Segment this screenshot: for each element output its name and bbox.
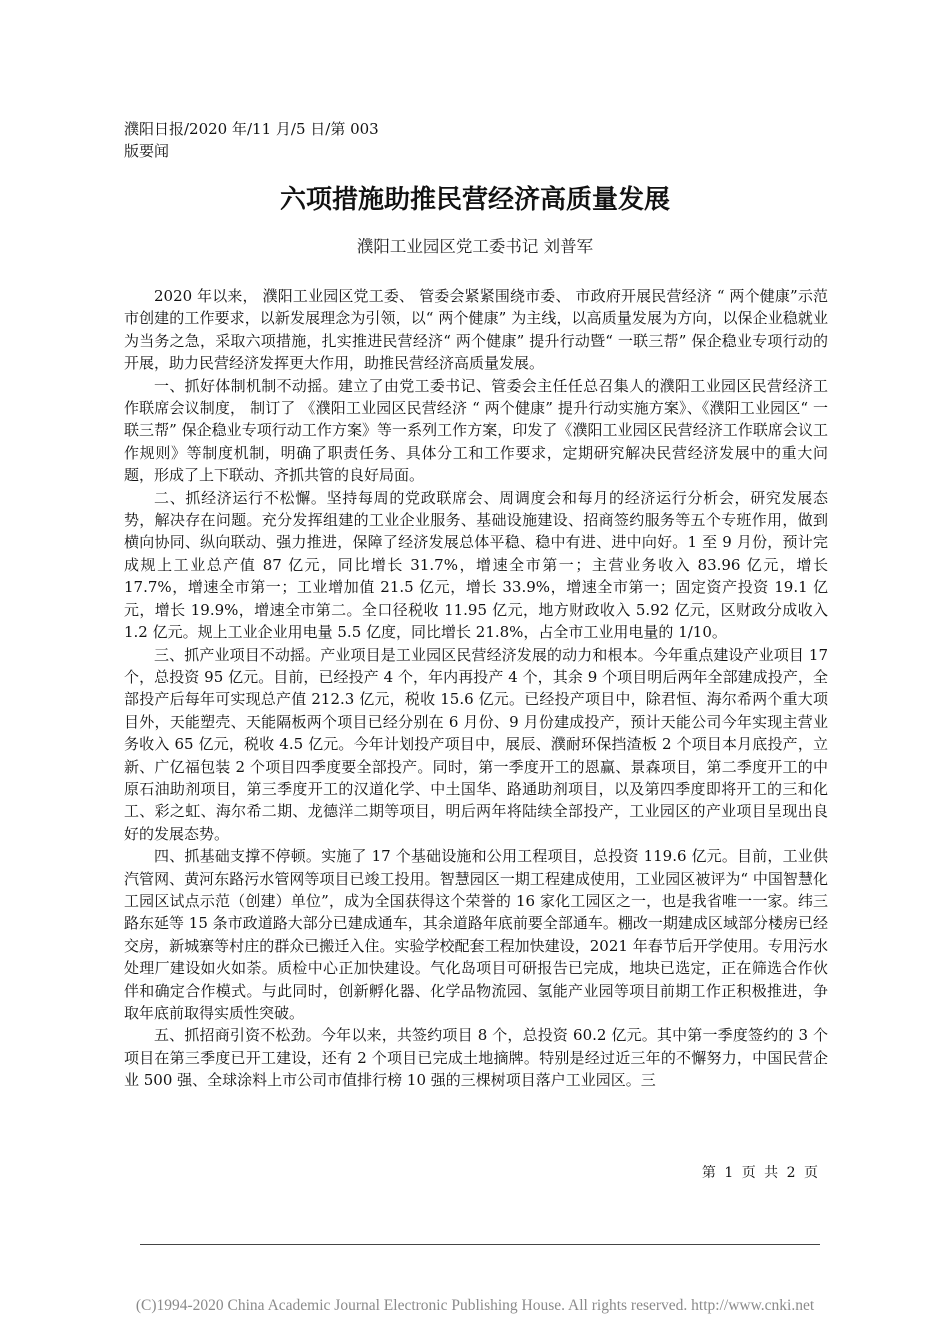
copyright-watermark: (C)1994-2020 China Academic Journal Electronic Publishing House. All rights reserved. http://www.cnki.net — [135, 1297, 815, 1314]
source-line: 濮阳日报/2020 年/11 月/5 日/第 003 — [124, 120, 379, 138]
article-title: 六项措施助推民营经济高质量发展 — [279, 185, 670, 215]
paragraph-1: 一、抓好体制机制不动摇。建立了由党工委书记、管委会主任任总召集人的濮阳工业园区民营经济工作联席会议制度， 制订了 《濮阳工业园区民营经济 “ 两个健康” 提升行动实施方案》、《濮阳工业园区“ 一联三帮” 保企稳业专项行动工作方案》等一系列工作方案，印发了《濮阳工业园区民营经济工作联席会议工作规则》等制度机制，明确了职责任务、具体分工和工作要求，定期研究解决民营经济发展中的重大问题，形成了上下联动、齐抓共管的良好局面。 — [124, 376, 828, 485]
publication-meta — [124, 118, 379, 162]
paragraph-4: 四、抓基础支撑不停顿。实施了 17 个基础设施和公用工程项目，总投资 119.6 亿元。目前，工业供汽管网、黄河东路污水管网等项目已竣工投用。智慧园区一期工程建成使用，工业园区被评为“ 中国智慧化工园区试点示范（创建）单位”，成为全国获得这个荣誉的 16 家化工园区之一，也是我省唯一一家。纬三路东延等 15 条市政道路大部分已建成通车，其余道路年底前要全部通车。棚改一期建成区域部分楼房已经交房，新城寨等村庄的群众已搬迁入住。实验学校配套工程加快建设，2021 年春节后开学使用。专用污水处理厂建设如火如荼。质检中心正加快建设。气化岛项目可研报告已完成，地块已选定，正在筛选合作伙伴和确定合作模式。与此同时，创新孵化器、化学品物流园、氢能产业园等项目前期工作正积极推进，争取年底前取得实质性突破。 — [124, 847, 828, 1022]
article-byline: 濮阳工业园区党工委书记 刘普军 — [356, 237, 594, 256]
footer-divider — [140, 1244, 820, 1245]
paragraph-5: 五、抓招商引资不松劲。今年以来，共签约项目 8 个，总投资 60.2 亿元。其中第一季度签约的 3 个项目在第三季度已开工建设，还有 2 个项目已完成土地摘牌。特别是经过近三年的不懈努力，中国民营企业 500 强、全球涂料上市公司市值排行榜 10 强的三棵树项目落户工业园区。三 — [124, 1026, 828, 1090]
section-line: 版要闻 — [124, 142, 170, 160]
paragraph-3: 三、抓产业项目不动摇。产业项目是工业园区民营经济发展的动力和根本。今年重点建设产业项目 17 个，总投资 95 亿元。目前，已经投产 4 个，年内再投产 4 个，其余 9 个项目明后两年全部建成投产，全部投产后每年可实现总产值 212.3 亿元，税收 15.6 亿元。已经投产项目中，除君恒、海尔希两个重大项目外，天能塑壳、天能隔板两个项目已经分别在 6 月份、9 月份建成投产，预计天能公司今年实现主营业务收入 65 亿元，税收 4.5 亿元。今年计划投产项目中，展辰、濮耐环保挡渣板 2 个项目本月底投产，立新、广亿福包装 2 个项目四季度要全部投产。同时，第一季度开工的恩赢、景森项目，第二季度开工的中原石油助剂项目，第三季度开工的汉道化学、中土国华、路通助剂项目，以及第四季度即将开工的三和化工、彩之虹、海尔希二期、龙德洋二期等项目，明后两年将陆续全部投产，工业园区的产业项目呈现出良好的发展态势。 — [124, 645, 828, 843]
paragraph-2: 二、抓经济运行不松懈。坚持每周的党政联席会、周调度会和每月的经济运行分析会，研究发展态势，解决存在问题。充分发挥组建的工业企业服务、基础设施建设、招商签约服务等五个专班作用，做到横向协同、纵向联动、强力推进，保障了经济发展总体平稳、稳中有进、进中向好。1 至 9 月份，预计完成规上工业总产值 87 亿元，同比增长 31.7%，增速全市第一；主营业务收入 83.96 亿元，增长 17.7%，增速全市第一；工业增加值 21.5 亿元，增长 33.9%，增速全市第一；固定资产投资 19.1 亿元，增长 19.9%，增速全市第二。全口径税收 11.95 亿元，地方财政收入 5.92 亿元，区财政分成收入 1.2 亿元。规上工业企业用电量 5.5 亿度，同比增长 21.8%，占全市工业用电量的 1/10。 — [124, 488, 828, 642]
article-body — [124, 285, 828, 1092]
page-number: 第 1 页 共 2 页 — [701, 1165, 820, 1181]
paragraph-intro: 2020 年以来， 濮阳工业园区党工委、 管委会紧紧围绕市委、 市政府开展民营经济 “ 两个健康”示范市创建的工作要求，以新发展理念为引领，以“ 两个健康” 为主线，以高质量发展为方向，以保企业稳就业为当务之急，采取六项措施，扎实推进民营经济“ 两个健康” 提升行动暨“ 一联三帮” 保企稳业专项行动的开展，助力民营经济发挥更大作用，助推民营经济高质量发展。 — [124, 287, 828, 373]
